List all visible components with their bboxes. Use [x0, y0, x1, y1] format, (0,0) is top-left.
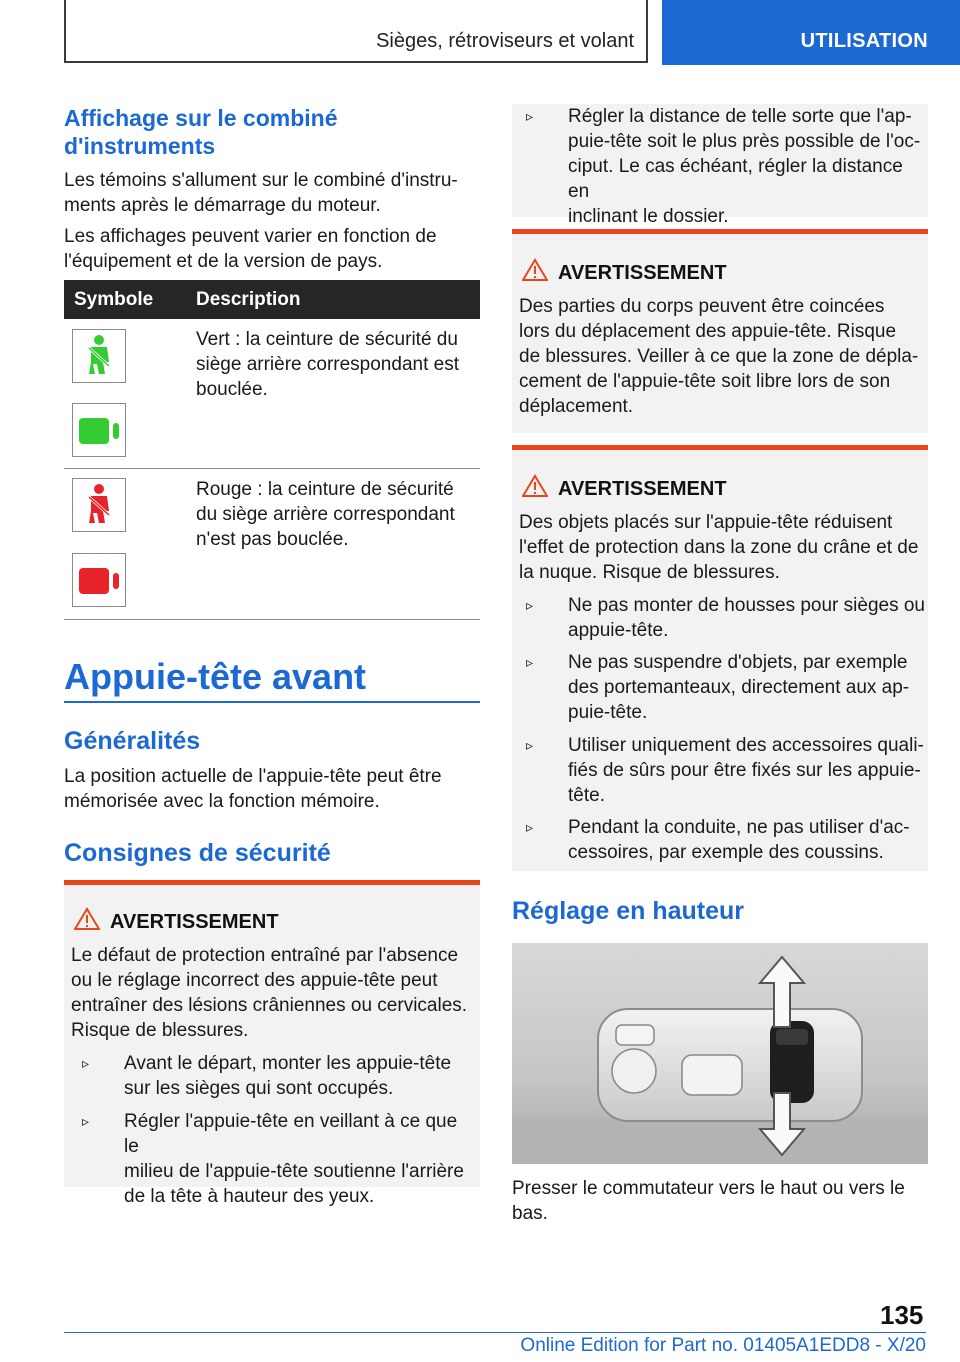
- bullet-marker: ▹: [526, 737, 534, 753]
- footer-rule: [64, 1332, 926, 1333]
- header-chapter-title: UTILISATION: [800, 30, 928, 52]
- warning-triangle-icon: [522, 474, 548, 498]
- rear-seat-red-icon: [72, 553, 126, 607]
- bullet-marker: ▹: [526, 654, 534, 670]
- table-row-red-description: Rouge : la ceinture de sécurité du siège arrière correspondant n'est pas bouclée.: [196, 479, 455, 550]
- bullet-marker: ▹: [82, 1055, 90, 1071]
- bullet-marker: ▹: [82, 1113, 90, 1129]
- warning-box-2: [512, 229, 928, 433]
- bullet-marker: ▹: [526, 108, 534, 124]
- bullet-marker: ▹: [526, 597, 534, 613]
- warning-box-1: AVERTISSEMENT Le défaut de protection entraîné par l'absence ou le réglage incorrect des appuie-tête peut entraîner des lésions crâniennes ou cervicales. Risque de blessures. ▹ Avant le départ, monter les appuie-tête sur les sièges qui sont occupés. ▹ Régler l'appuie-tête en veillant à ce que le milieu de l'appuie-tête soutienne l'arrière de la tête à hauteur des yeux.: [64, 880, 480, 1187]
- page-number: 135: [880, 1300, 924, 1330]
- seat-control-illustration: [512, 943, 928, 1164]
- warning-title: AVERTISSEMENT: [110, 911, 279, 933]
- heading-consignes: Consignes de sécurité: [64, 839, 331, 867]
- header-chapter-tab: [662, 0, 960, 65]
- rear-seat-green-icon: [72, 403, 126, 457]
- warning-title: AVERTISSEMENT: [558, 262, 727, 284]
- warning-text: Des parties du corps peuvent être coincées lors du déplacement des appuie-tête. Risque de blessures. Veiller à ce que la zone de dépla- cement de l'appuie-tête soit libre lors de son déplacement.: [519, 296, 919, 417]
- paragraph-temoins: Les témoins s'allument sur le combiné d'instru- ments après le démarrage du moteur.: [64, 170, 458, 216]
- bullet-marker: ▹: [526, 819, 534, 835]
- paragraph-generalites: La position actuelle de l'appuie-tête peut être mémorisée avec la fonction mémoire.: [64, 766, 442, 812]
- warning-title: AVERTISSEMENT: [558, 478, 727, 500]
- header-section-box: [64, 0, 648, 63]
- seatbelt-red-icon: [72, 478, 126, 532]
- continued-list-box: ▹ Régler la distance de telle sorte que l'ap- puie-tête soit le plus près possible de l'oc- ciput. Le cas échéant, régler la distance en inclinant le dossier.: [512, 104, 928, 217]
- table-row-divider: [64, 468, 480, 469]
- table-bottom-divider: [64, 619, 480, 620]
- footer-edition: Online Edition for Part no. 01405A1EDD8 - X/20: [520, 1335, 926, 1356]
- warning-box-3: AVERTISSEMENT Des objets placés sur l'appuie-tête réduisent l'effet de protection dans la zone du crâne et de la nuque. Risque de blessures. ▹ Ne pas monter de housses pour sièges ou appuie-tête. ▹ Ne pas suspendre d'objets, par exemple des portemanteaux, directement aux ap- puie-tête. ▹ Utiliser uniquement des accessoires quali- fiés de sûrs pour être fixés sur les appuie- tête. ▹ Pendant la conduite, ne pas utiliser d'ac- cessoires, par exemple des coussins.: [512, 445, 928, 871]
- chapter-title-rule: [64, 701, 480, 703]
- table-header-symbol: Symbole: [74, 289, 154, 310]
- warning-text: Des objets placés sur l'appuie-tête réduisent l'effet de protection dans la zone du crâne et de la nuque. Risque de blessures.: [519, 512, 919, 583]
- heading-generalites: Généralités: [64, 727, 201, 755]
- table-header-description: Description: [196, 289, 301, 310]
- table-header: [64, 280, 480, 319]
- table-row-green-description: Vert : la ceinture de sécurité du siège arrière correspondant est bouclée.: [196, 329, 459, 400]
- section-title-affichage: Affichage sur le combiné d'instruments: [64, 105, 338, 159]
- warning-text: Le défaut de protection entraîné par l'absence ou le réglage incorrect des appuie-tête peut entraîner des lésions crâniennes ou cervicales. Risque de blessures.: [71, 945, 468, 1041]
- warning-triangle-icon: [74, 907, 100, 931]
- caption-reglage: Presser le commutateur vers le haut ou vers le bas.: [512, 1178, 905, 1224]
- seatbelt-green-icon: [72, 329, 126, 383]
- header-section-title: Sièges, rétroviseurs et volant: [376, 30, 634, 52]
- paragraph-affichages: Les affichages peuvent varier en fonction de l'équipement et de la version de pays.: [64, 226, 437, 272]
- chapter-title-appuie-tete: Appuie-tête avant: [64, 656, 367, 697]
- warning-triangle-icon: [522, 258, 548, 282]
- heading-reglage-hauteur: Réglage en hauteur: [512, 897, 744, 925]
